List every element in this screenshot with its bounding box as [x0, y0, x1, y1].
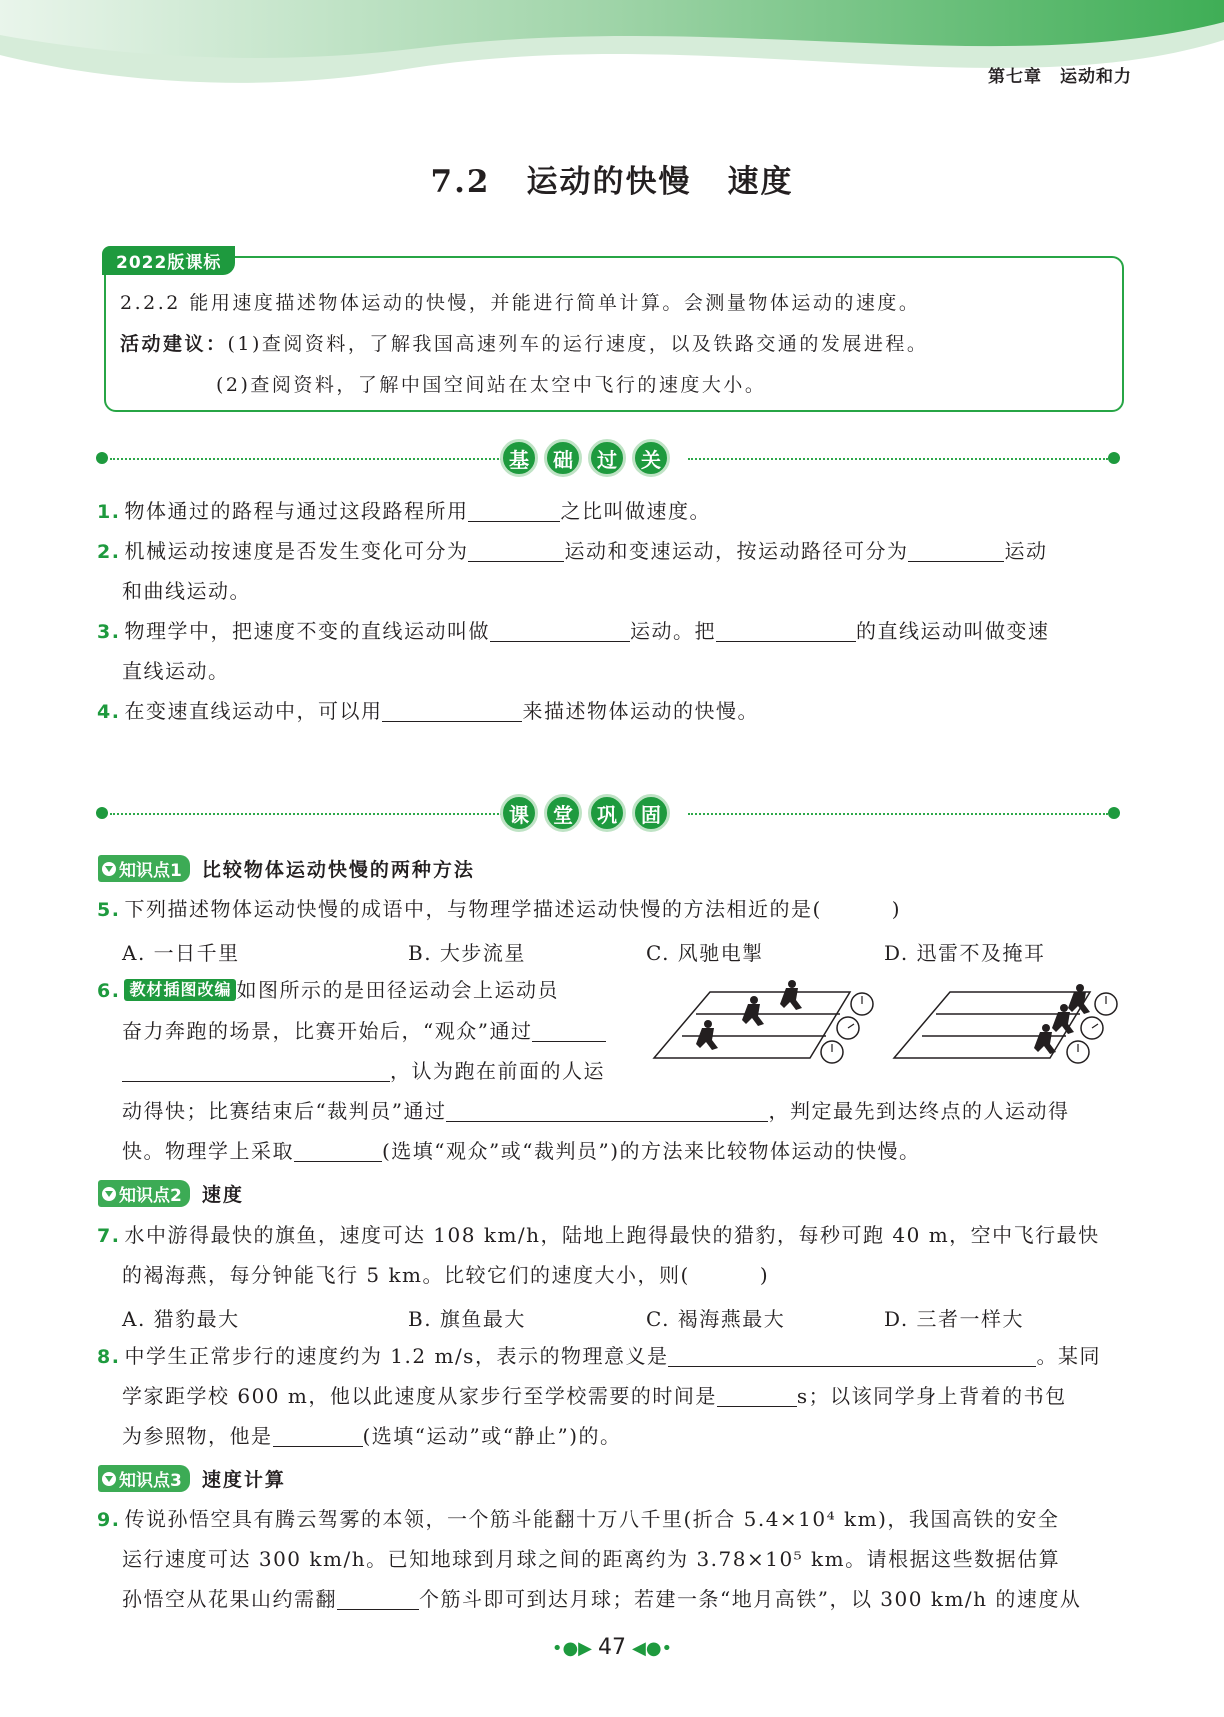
question-1: 1. 物体通过的路程与通过这段路程所用 之比叫做速度。 — [97, 499, 711, 523]
answer-blank[interactable] — [908, 537, 1004, 562]
section-badge: 巩 — [588, 794, 626, 832]
divider-dot — [96, 807, 108, 819]
title-sub: 速度 — [727, 164, 794, 200]
question-6-line-5: 快。物理学上采取 (选填“观众”或“裁判员”)的方法来比较物体运动的快慢。 — [122, 1139, 921, 1163]
option-c[interactable]: C. 褐海燕最大 — [646, 1307, 786, 1331]
question-2-cont: 和曲线运动。 — [122, 579, 251, 603]
question-8: 8. 中学生正常步行的速度约为 1.2 m/s，表示的物理意义是 。某同 — [97, 1344, 1101, 1368]
knowledge-point-3 — [98, 1465, 286, 1492]
answer-blank[interactable] — [717, 1382, 797, 1407]
option-b[interactable]: B. 旗鱼最大 — [408, 1307, 526, 1331]
question-3-cont: 直线运动。 — [122, 659, 230, 683]
question-6-line-3: ，认为跑在前面的人运 — [122, 1051, 605, 1091]
textbook-adapted-tag: 教材插图改编 — [124, 979, 236, 1001]
section-badge: 固 — [632, 794, 670, 832]
question-9-line-2: 运行速度可达 300 km/h。已知地球到月球之间的距离约为 3.78×10⁵ km。请根据这些数据估算 — [122, 1547, 1061, 1571]
answer-blank[interactable] — [446, 1097, 768, 1122]
divider-dot — [96, 452, 108, 464]
question-8-line-3: 为参照物，他是 (选填“运动”或“静止”)的。 — [122, 1424, 622, 1448]
question-9: 9. 传说孙悟空具有腾云驾雾的本领，一个筋斗能翻十万八千里(折合 5.4×10⁴ km)，我国高铁的安全 — [97, 1507, 1060, 1531]
divider-dot — [1108, 452, 1120, 464]
curriculum-standard-box — [104, 253, 1124, 412]
option-d[interactable]: D. 三者一样大 — [884, 1307, 1025, 1331]
knowledge-point-title: 速度 — [201, 1184, 244, 1206]
title-main: 运动的快慢 — [526, 164, 692, 200]
answer-blank[interactable] — [716, 617, 856, 642]
section-badge: 基 — [500, 439, 538, 477]
section-badge: 过 — [588, 439, 626, 477]
section-badge: 关 — [632, 439, 670, 477]
option-b[interactable]: B. 大步流星 — [408, 941, 526, 965]
knowledge-point-1 — [98, 855, 475, 882]
chapter-number: 第七章 — [988, 67, 1042, 87]
knowledge-point-tag: 知识点2 — [98, 1180, 190, 1207]
standard-line: 2.2.2 能用速度描述物体运动的快慢，并能进行简单计算。会测量物体运动的速度。 — [120, 292, 921, 314]
divider-dot — [1108, 807, 1120, 819]
question-8-line-2: 学家距学校 600 m，他以此速度从家步行至学校需要的时间是 s；以该同学身上背着的书包 — [122, 1384, 1067, 1408]
section-badge: 堂 — [544, 794, 582, 832]
section-title-classroom — [500, 794, 670, 832]
activity-label: 活动建议： — [120, 333, 228, 355]
section-title-basics — [500, 439, 670, 477]
triangle-icon — [102, 862, 116, 876]
runner-icons — [696, 980, 1090, 1054]
answer-blank[interactable] — [668, 1342, 1036, 1367]
answer-blank[interactable] — [532, 1017, 606, 1042]
answer-blank[interactable] — [122, 1057, 390, 1082]
activity-line-1: 活动建议：(1)查阅资料，了解我国高速列车的运行速度，以及铁路交通的发展进程。 — [120, 333, 929, 355]
title-number: 7.2 — [430, 164, 491, 200]
knowledge-point-tag: 知识点3 — [98, 1465, 190, 1492]
section-badge: 础 — [544, 439, 582, 477]
running-track-illustration — [650, 978, 1130, 1078]
chapter-heading — [988, 62, 1132, 87]
standard-tag: 2022版课标 — [102, 246, 235, 275]
answer-blank[interactable] — [382, 697, 522, 722]
triangle-icon — [102, 1472, 116, 1486]
question-7: 7. 水中游得最快的旗鱼，速度可达 108 km/h，陆地上跑得最快的猎豹，每秒可跑 40 m，空中飞行最快 — [97, 1223, 1100, 1247]
question-6-line-4: 动得快；比赛结束后“裁判员”通过 ，判定最先到达终点的人运动得 — [122, 1099, 1070, 1123]
knowledge-point-tag: 知识点1 — [98, 855, 190, 882]
knowledge-point-title: 速度计算 — [201, 1469, 286, 1491]
knowledge-point-title: 比较物体运动快慢的两种方法 — [201, 859, 475, 881]
question-6-line-2: 奋力奔跑的场景，比赛开始后，“观众”通过 — [122, 1011, 606, 1051]
question-6: 6. 教材插图改编 如图所示的是田径运动会上运动员 — [97, 978, 559, 1002]
arrow-right-icon: •●▶ — [551, 1638, 592, 1659]
answer-blank[interactable] — [337, 1585, 419, 1610]
page-number: •●▶ 47 ◀●• — [551, 1635, 673, 1660]
activity-line-2: (2)查阅资料，了解中国空间站在太空中飞行的速度大小。 — [216, 374, 767, 396]
option-c[interactable]: C. 风驰电掣 — [646, 941, 764, 965]
answer-blank[interactable] — [468, 537, 564, 562]
answer-blank[interactable] — [294, 1137, 382, 1162]
question-7-cont: 的褐海燕，每分钟能飞行 5 km。比较它们的速度大小，则( ) — [122, 1263, 770, 1287]
section-badge: 课 — [500, 794, 538, 832]
arrow-left-icon: ◀●• — [632, 1638, 673, 1659]
option-d[interactable]: D. 迅雷不及掩耳 — [884, 941, 1046, 965]
question-5: 5. 下列描述物体运动快慢的成语中，与物理学描述运动快慢的方法相近的是( ) — [97, 897, 902, 921]
option-a[interactable]: A. 一日千里 — [122, 941, 240, 965]
question-3: 3. 物理学中，把速度不变的直线运动叫做 运动。把 的直线运动叫做变速 — [97, 619, 1050, 643]
knowledge-point-2 — [98, 1180, 244, 1207]
question-4: 4. 在变速直线运动中，可以用 来描述物体运动的快慢。 — [97, 699, 759, 723]
option-a[interactable]: A. 猎豹最大 — [122, 1307, 240, 1331]
header-wave-decoration — [0, 0, 1224, 120]
question-9-line-3: 孙悟空从花果山约需翻 个筋斗即可到达月球；若建一条“地月高铁”，以 300 km/h 的速度从 — [122, 1587, 1082, 1611]
answer-blank[interactable] — [468, 497, 560, 522]
question-2: 2. 机械运动按速度是否发生变化可分为 运动和变速运动，按运动路径可分为 运动 — [97, 539, 1048, 563]
triangle-icon — [102, 1187, 116, 1201]
chapter-title: 运动和力 — [1060, 67, 1132, 87]
answer-blank[interactable] — [490, 617, 630, 642]
page-title — [0, 156, 1224, 201]
answer-blank[interactable] — [273, 1422, 363, 1447]
